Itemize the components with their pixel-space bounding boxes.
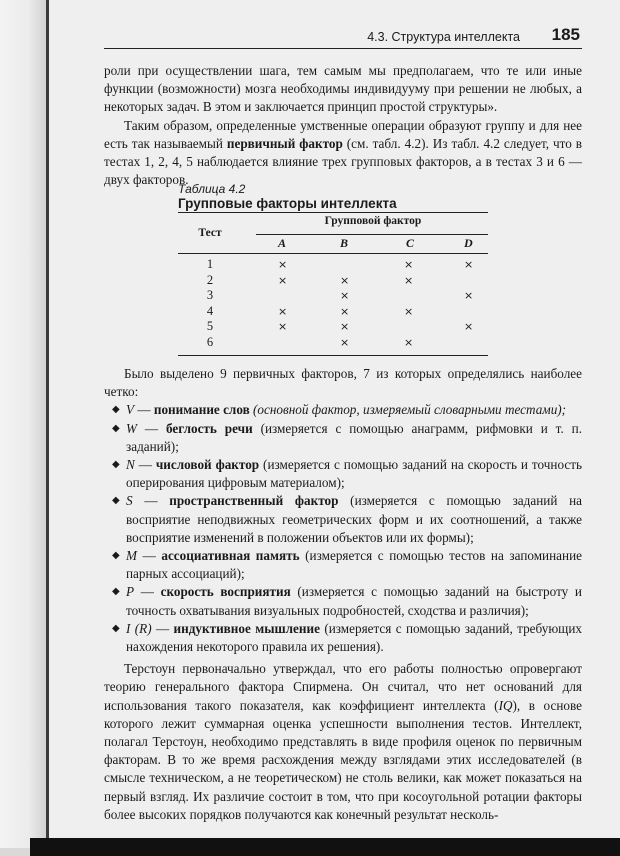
table-row: [178, 273, 488, 289]
dash: —: [151, 620, 174, 636]
running-head: [104, 22, 582, 49]
header-divider: [256, 234, 488, 235]
term-primary-factor: первичный фактор: [226, 135, 343, 151]
factor-desc: (измеряется с помощью заданий на восприятие неподвижных геометрических форм и их соотношений, а также восприятие изменений в положении объектов или их формы);: [126, 493, 583, 545]
cell-c: ×: [404, 273, 414, 287]
diamond-bullet-icon: ◆: [112, 550, 120, 562]
factor-letter: N: [126, 457, 135, 473]
table-row: [178, 304, 488, 320]
factor-list: [104, 401, 582, 656]
diamond-bullet-icon: ◆: [112, 404, 120, 416]
scan-bottom-edge: [30, 838, 620, 856]
dash: —: [137, 548, 162, 564]
cell-b: ×: [340, 335, 350, 349]
body-text: [104, 62, 582, 189]
factor-table: [178, 212, 488, 356]
cell-b: ×: [340, 304, 350, 318]
cell-d: ×: [464, 289, 474, 303]
column-header-d: D: [464, 236, 473, 250]
table-body: [178, 257, 488, 351]
closing-text-a: Терстоун первоначально утверждал, что его работы полностью опровергают теорию генерального фактора Спирмена. Он считал, что нет оснований для использования такого показателя, как коэффициент интеллекта (: [104, 661, 582, 713]
factor-desc: (измеряется с помощью заданий на быстроту и точность охватывания визуальных подробностей, сходства и различия);: [126, 584, 582, 618]
cell-d: ×: [464, 258, 474, 271]
column-header-c: C: [406, 236, 415, 250]
closing-paragraph: [104, 660, 582, 824]
diamond-bullet-icon: ◆: [112, 622, 120, 634]
diamond-bullet-icon: ◆: [112, 586, 120, 598]
factor-letter: P: [126, 584, 135, 600]
factor-name: пространственный фактор: [169, 493, 339, 509]
paragraph-2-text-a: Таким образом, определенные умственные операции образуют группу и для нее есть так называемый: [104, 117, 582, 151]
list-item: [104, 583, 582, 619]
factor-name: числовой фактор: [155, 457, 260, 473]
factor-name: скорость восприятия: [160, 584, 291, 600]
header-bottom-rule: [178, 253, 488, 254]
factor-letter: V: [126, 402, 135, 418]
dash: —: [137, 420, 166, 436]
header-group-factor: Групповой фактор: [324, 215, 422, 227]
list-item: [104, 401, 582, 419]
cell-c: ×: [404, 335, 414, 349]
cell-test: 6: [206, 334, 214, 349]
factor-desc: (измеряется с помощью заданий, требующих нахождения некоторого правила их решения).: [126, 620, 582, 655]
cell-a: ×: [278, 258, 288, 271]
cell-test: 1: [206, 257, 214, 271]
list-intro: Было выделено 9 первичных факторов, 7 из которых определялись наиболее четко:: [104, 366, 582, 400]
factor-letter: W: [126, 420, 137, 436]
table-label: Таблица 4.2: [178, 182, 246, 196]
cell-test: 5: [206, 319, 214, 334]
dash: —: [134, 457, 156, 473]
factor-name: беглость речи: [165, 420, 253, 436]
list-item: [104, 547, 582, 583]
diamond-bullet-icon: ◆: [112, 459, 120, 471]
cell-a: ×: [278, 273, 288, 287]
table-row: [178, 288, 488, 304]
table-caption: [178, 182, 397, 211]
cell-c: ×: [404, 258, 414, 271]
left-page-edge: [0, 0, 48, 848]
dash: —: [132, 493, 170, 509]
table-row: [178, 319, 488, 335]
diamond-bullet-icon: ◆: [112, 495, 120, 507]
body-text-lower: [104, 365, 582, 824]
cell-c: ×: [404, 304, 414, 318]
factor-name: индуктивное мышление: [173, 620, 320, 636]
factor-desc: (измеряется с помощью тестов на запоминание парных ассоциаций);: [126, 548, 582, 582]
factor-desc: (измеряется с помощью заданий на скорость и точность оперирования цифровым материалом);: [126, 457, 583, 491]
cell-test: 4: [206, 303, 214, 318]
paragraph-2-text-b: (см. табл. 4.2). Из табл. 4.2 следует, что в тестах 1, 2, 4, 5 наблюдается влияние трех групповых факторов, а в тестах 3 и 6 — двух факторов.: [104, 135, 583, 188]
dash: —: [134, 584, 161, 600]
cell-d: ×: [464, 320, 474, 334]
factor-desc: (основной фактор, измеряемый словарными тестами);: [249, 402, 567, 418]
table-title: Групповые факторы интеллекта: [178, 196, 397, 211]
cell-b: ×: [340, 289, 350, 303]
header-test: Тест: [198, 227, 222, 239]
closing-text-b: ), в основе которого лежит суммарная оценка успешности выполнения тестов. Интеллект, полагал Терстоун, необходимо представлять в виде профиля оценок по первичным факторам. В то же время расхождения между взглядами этих исследователей (в смысле техническом, а не теоретическом) не столь велики, как может показаться на первый взгляд. Их различие состоит в том, что при косоугольной ротации факторы более высоких порядков получаются как конечный результат несколь-: [104, 697, 582, 822]
list-item: [104, 456, 582, 492]
factor-letter: I (R): [126, 620, 152, 636]
cell-a: ×: [278, 304, 288, 318]
paragraph-1: роли при осуществлении шага, тем самым мы предполагаем, что те или иные функции (возможности) мозга необходимы индивидууму при решении не любых, а некоторых задач. В этом и заключается принцип простой структуры».: [104, 63, 582, 115]
iq-term: IQ: [498, 697, 513, 713]
cell-b: ×: [340, 273, 350, 287]
table-row: [178, 257, 488, 273]
diamond-bullet-icon: ◆: [112, 422, 120, 434]
section-title: 4.3. Структура интеллекта: [367, 30, 520, 44]
factor-name: понимание слов: [153, 402, 250, 418]
header-columns: [256, 236, 488, 253]
list-item: [104, 492, 582, 547]
cell-a: ×: [278, 320, 288, 334]
table-row: [178, 335, 488, 351]
cell-b: ×: [340, 320, 350, 334]
factor-letter: S: [126, 493, 133, 509]
cell-test: 3: [206, 288, 214, 303]
column-header-a: A: [278, 236, 287, 250]
factor-letter: M: [126, 548, 137, 564]
cell-test: 2: [206, 272, 214, 287]
page-number: 185: [551, 25, 580, 44]
paragraph-2: [104, 117, 582, 190]
factor-desc: (измеряется с помощью анаграмм, рифмовки и т. п. заданий);: [126, 420, 582, 454]
dash: —: [134, 402, 154, 418]
list-item: [104, 420, 582, 456]
column-header-b: B: [340, 236, 349, 250]
list-item: [104, 620, 582, 656]
factor-name: ассоциативная память: [161, 548, 300, 564]
